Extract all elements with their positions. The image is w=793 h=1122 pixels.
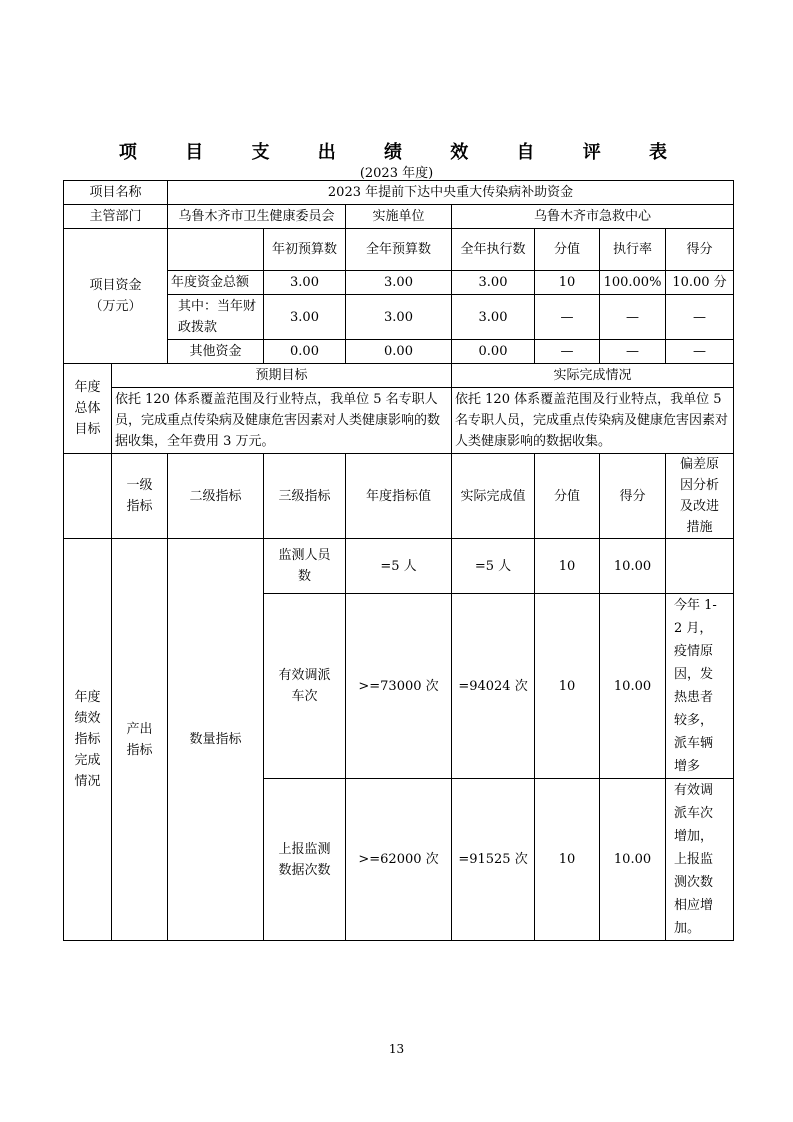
funds-cell: — bbox=[600, 340, 666, 364]
indicator-score-max: 10 bbox=[535, 539, 600, 594]
project-name-label: 项目名称 bbox=[64, 181, 168, 205]
funds-cell: 10.00 分 bbox=[666, 271, 734, 295]
indicator-target: >=73000 次 bbox=[346, 594, 452, 779]
indicator-header: 分值 bbox=[535, 454, 600, 539]
funds-cell: 0.00 bbox=[264, 340, 346, 364]
indicator-header: 一级指标 bbox=[112, 454, 168, 539]
funds-cell: 3.00 bbox=[264, 295, 346, 340]
dept-value: 乌鲁木齐市卫生健康委员会 bbox=[168, 205, 346, 229]
indicator-header: 实际完成值 bbox=[452, 454, 535, 539]
funds-cell: 3.00 bbox=[264, 271, 346, 295]
indicator-score: 10.00 bbox=[600, 779, 666, 941]
indicator-header: 三级指标 bbox=[264, 454, 346, 539]
indicator-name: 有效调派车次 bbox=[264, 594, 346, 779]
funds-row-name: 年度资金总额 bbox=[168, 271, 264, 295]
funds-cell: 3.00 bbox=[452, 295, 535, 340]
indicator-header: 二级指标 bbox=[168, 454, 264, 539]
indicator-header: 得分 bbox=[600, 454, 666, 539]
indicator-level1: 产出指标 bbox=[112, 539, 168, 941]
indicator-actual: =91525 次 bbox=[452, 779, 535, 941]
actual-goal-header: 实际完成情况 bbox=[452, 364, 734, 388]
indicator-score: 10.00 bbox=[600, 594, 666, 779]
indicator-reason bbox=[666, 539, 734, 594]
impl-value: 乌鲁木齐市急救中心 bbox=[452, 205, 734, 229]
indicator-reason: 有效调派车次增加，上报监测次数相应增加。 bbox=[666, 779, 734, 941]
indicator-header: 年度指标值 bbox=[346, 454, 452, 539]
funds-cell: 3.00 bbox=[452, 271, 535, 295]
funds-cell: 3.00 bbox=[346, 295, 452, 340]
funds-col-header: 执行率 bbox=[600, 229, 666, 271]
funds-cell: — bbox=[600, 295, 666, 340]
indicator-actual: =94024 次 bbox=[452, 594, 535, 779]
impl-label: 实施单位 bbox=[346, 205, 452, 229]
indicator-score-max: 10 bbox=[535, 779, 600, 941]
project-name-value: 2023 年提前下达中央重大传染病补助资金 bbox=[168, 181, 734, 205]
funds-col-header: 得分 bbox=[666, 229, 734, 271]
dept-label: 主管部门 bbox=[64, 205, 168, 229]
indicator-target: =5 人 bbox=[346, 539, 452, 594]
funds-cell: 0.00 bbox=[346, 340, 452, 364]
funds-row-name: 其中：当年财政拨款 bbox=[168, 295, 264, 340]
funds-cell: 3.00 bbox=[346, 271, 452, 295]
indicator-score: 10.00 bbox=[600, 539, 666, 594]
funds-col-header: 年初预算数 bbox=[264, 229, 346, 271]
indicator-actual: =5 人 bbox=[452, 539, 535, 594]
funds-cell: 10 bbox=[535, 271, 600, 295]
indicator-score-max: 10 bbox=[535, 594, 600, 779]
expected-goal-text: 依托 120 体系覆盖范围及行业特点，我单位 5 名专职人员，完成重点传染病及健康危害因素对人类健康影响的数据收集，全年费用 3 万元。 bbox=[112, 388, 452, 454]
funds-cell: — bbox=[666, 340, 734, 364]
indicator-header: 偏差原因分析及改进措施 bbox=[666, 454, 734, 539]
goals-label: 年度总体目标 bbox=[64, 364, 112, 454]
indicators-section-label: 年度绩效指标完成情况 bbox=[64, 539, 112, 941]
indicator-header-blank bbox=[64, 454, 112, 539]
funds-col-blank bbox=[168, 229, 264, 271]
actual-goal-text: 依托 120 体系覆盖范围及行业特点，我单位 5 名专职人员，完成重点传染病及健康危害因素对人类健康影响的数据收集。 bbox=[452, 388, 734, 454]
funds-label: 项目资金（万元） bbox=[64, 229, 168, 364]
funds-col-header: 全年预算数 bbox=[346, 229, 452, 271]
indicator-target: >=62000 次 bbox=[346, 779, 452, 941]
indicator-name: 上报监测数据次数 bbox=[264, 779, 346, 941]
funds-cell: — bbox=[666, 295, 734, 340]
page-number: 13 bbox=[388, 1042, 405, 1056]
funds-cell: — bbox=[535, 340, 600, 364]
indicator-level2: 数量指标 bbox=[168, 539, 264, 941]
funds-col-header: 全年执行数 bbox=[452, 229, 535, 271]
funds-row-name: 其他资金 bbox=[168, 340, 264, 364]
indicator-name: 监测人员数 bbox=[264, 539, 346, 594]
indicator-reason: 今年 1-2 月，疫情原因，发热患者较多，派车辆增多 bbox=[666, 594, 734, 779]
funds-cell: 0.00 bbox=[452, 340, 535, 364]
performance-table bbox=[63, 180, 734, 941]
funds-cell: — bbox=[535, 295, 600, 340]
funds-col-header: 分值 bbox=[535, 229, 600, 271]
page-subtitle-year: (2023 年度) bbox=[359, 166, 434, 181]
page-title: 项 目 支 出 绩 效 自 评 表 bbox=[118, 142, 689, 163]
funds-cell: 100.00% bbox=[600, 271, 666, 295]
expected-goal-header: 预期目标 bbox=[112, 364, 452, 388]
